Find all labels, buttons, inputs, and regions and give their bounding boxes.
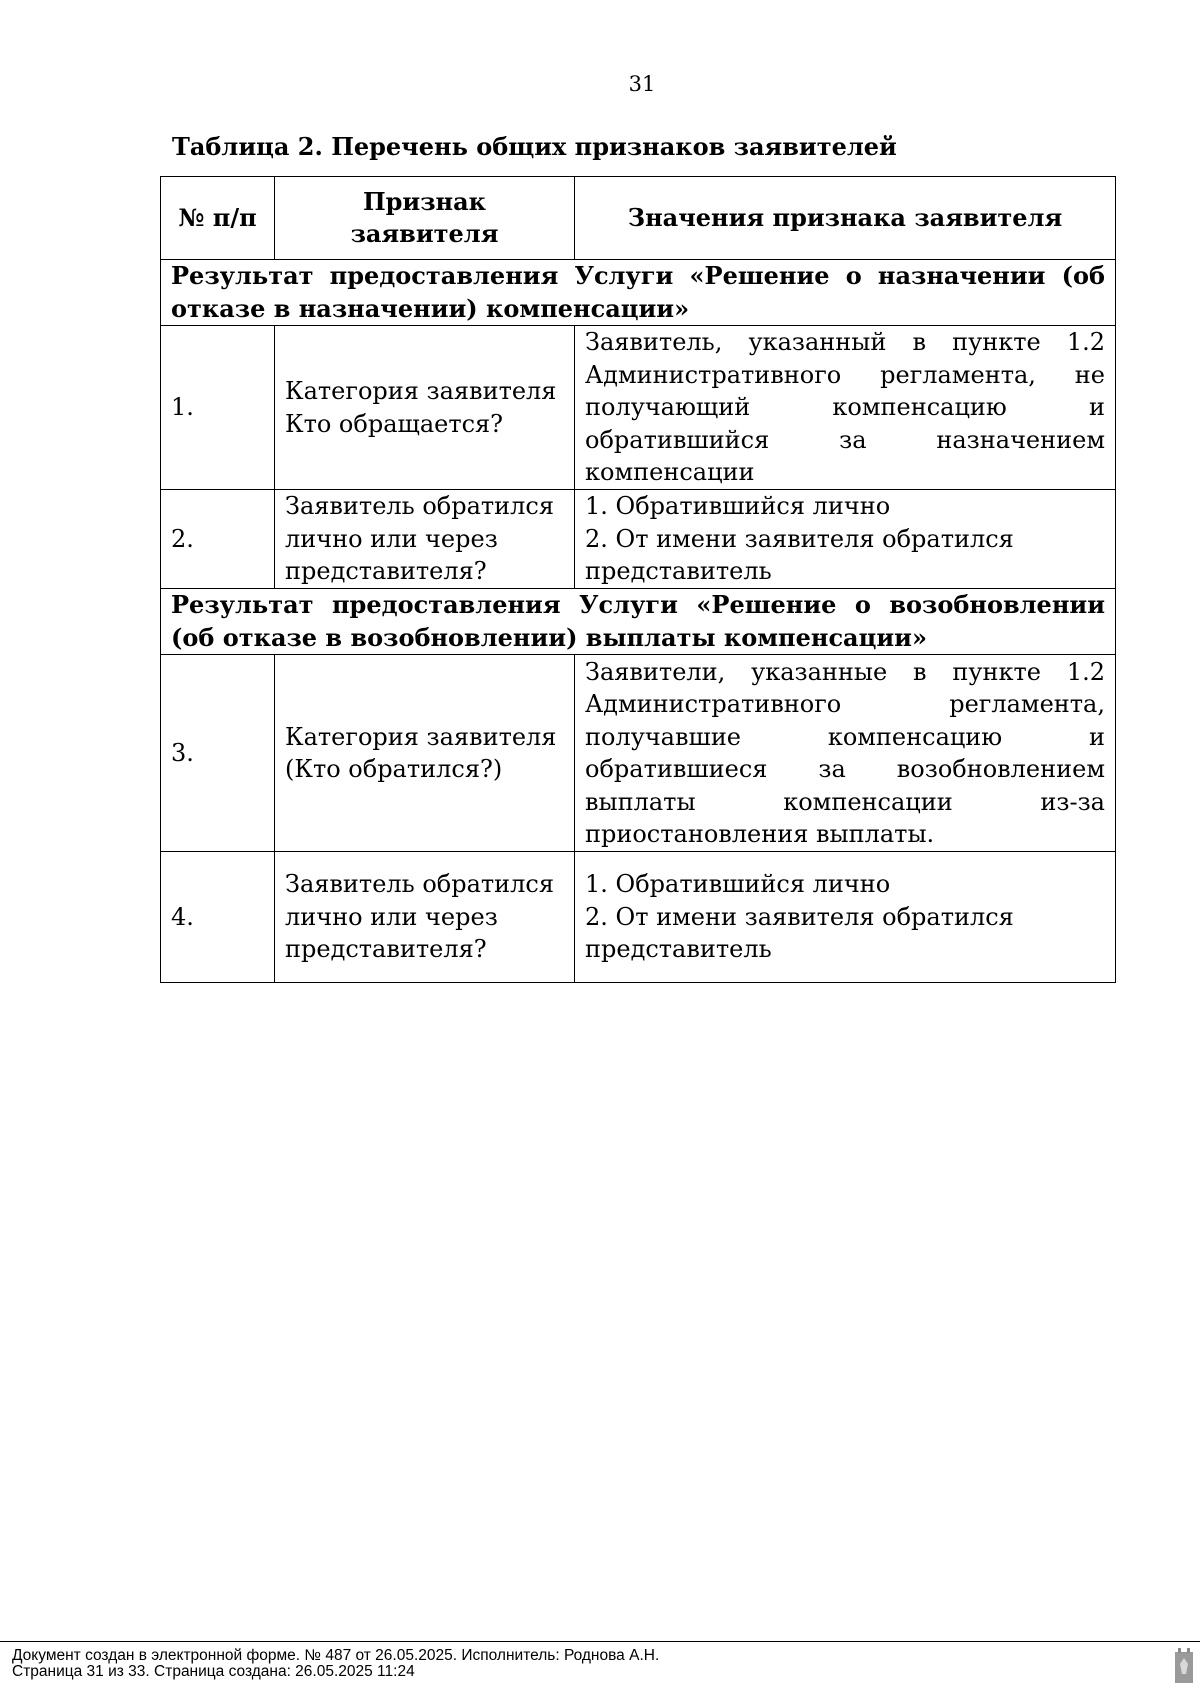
attribute-line: Категория заявителя — [285, 722, 557, 751]
header-attribute: Признак заявителя — [275, 177, 575, 260]
table-row — [161, 490, 1116, 589]
table-header-row — [161, 177, 1116, 260]
row-number: 4. — [161, 852, 275, 983]
row-values — [575, 852, 1116, 983]
table-row — [161, 852, 1116, 983]
header-number: № п/п — [161, 177, 275, 260]
section-title: Результат предоставления Услуги «Решение о возобновлении (об отказе в возобновлении) выплаты компенсации» — [161, 589, 1116, 655]
value-line: 1. Обратившийся лично — [585, 870, 891, 899]
attribute-text: Заявитель обратился лично или через представителя? — [285, 870, 555, 964]
row-values — [575, 655, 1116, 852]
value-line: 1. Обратившийся лично — [585, 492, 891, 521]
table-row — [161, 655, 1116, 852]
attribute-text: Заявитель обратился лично или через представителя? — [285, 492, 555, 586]
row-number: 1. — [161, 326, 275, 490]
row-attribute — [275, 490, 575, 589]
section-row — [161, 260, 1116, 326]
footer-divider — [0, 1641, 1200, 1642]
page-number: 31 — [628, 72, 656, 96]
value-line: 2. От имени заявителя обратился представитель — [585, 902, 1014, 964]
footer — [12, 1648, 659, 1680]
row-number: 2. — [161, 490, 275, 589]
coat-of-arms-icon — [1174, 1646, 1194, 1684]
value-text: Заявители, указанные в пункте 1.2 Административного регламента, получавшие компенсацию и обратившиеся за возобновлением выплаты компенсации из-за приостановления выплаты. — [585, 657, 1105, 848]
applicant-attributes-table — [160, 176, 1116, 983]
value-text: Заявитель, указанный в пункте 1.2 Административного регламента, не получающий компенсацию и обратившийся за назначением компенсации — [585, 328, 1105, 487]
section-title: Результат предоставления Услуги «Решение о назначении (об отказе в назначении) компенсации» — [161, 260, 1116, 326]
table-caption: Таблица 2. Перечень общих признаков заявителей — [172, 132, 897, 161]
row-attribute — [275, 655, 575, 852]
row-attribute — [275, 326, 575, 490]
footer-line-document: Документ создан в электронной форме. № 487 от 26.05.2025. Исполнитель: Роднова А.Н. — [12, 1647, 660, 1664]
section-row — [161, 589, 1116, 655]
attribute-line: Кто обращается? — [285, 409, 504, 438]
attribute-line: (Кто обратился?) — [285, 755, 503, 783]
attribute-line: Категория заявителя — [285, 377, 557, 405]
row-attribute — [275, 852, 575, 983]
row-number: 3. — [161, 655, 275, 852]
footer-line-page: Страница 31 из 33. Страница создана: 26.05.2025 11:24 — [12, 1663, 415, 1680]
row-values — [575, 326, 1116, 490]
table-row — [161, 326, 1116, 490]
value-line: 2. От имени заявителя обратился представитель — [585, 524, 1014, 586]
header-values: Значения признака заявителя — [575, 177, 1116, 260]
row-values — [575, 490, 1116, 589]
